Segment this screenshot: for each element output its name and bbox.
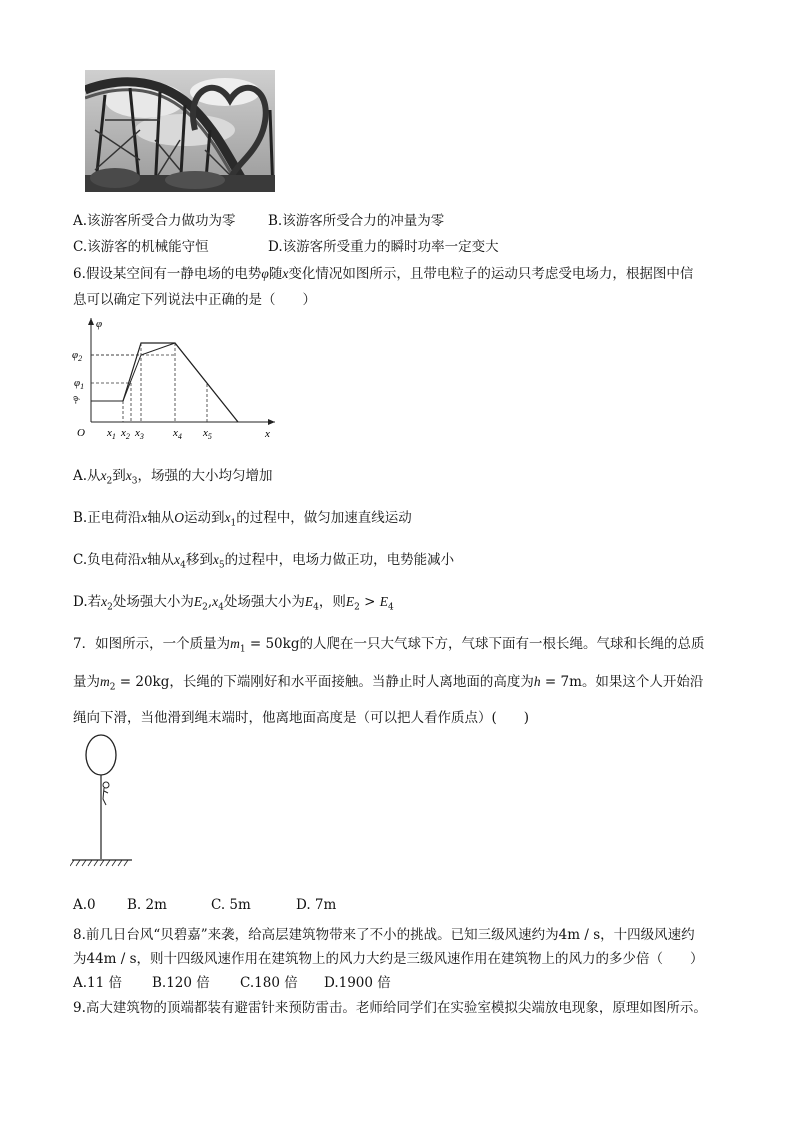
dashed-guides [91, 343, 207, 422]
person [103, 782, 109, 805]
q7-stem-line1: 7．如图所示，一个质量为$m_1 = 50kg$的人爬在一只大气球下方，气球下面有一根长绳。气球和长绳的总质 [73, 636, 705, 655]
q5-option-a[interactable]: A.该游客所受合力做功为零 [73, 213, 236, 229]
x-axis-arrow [268, 419, 275, 425]
origin-label: O [77, 427, 85, 439]
y-axis-label: φ [96, 318, 103, 330]
q7-option-c[interactable]: C. 5m [211, 897, 251, 913]
q8-option-c[interactable]: C.180 倍 [240, 975, 298, 991]
y-axis-arrow [88, 318, 94, 325]
q8-stem-line2: 为44m / s，则十四级风速作用在建筑物上的风力大约是三级风速作用在建筑物上的风力的多少倍（ ） [73, 951, 704, 967]
q7-stem-line2: 量为$m_2 = 20kg$，长绳的下端刚好和水平面接触。当静止时人离地面的高度为h = 7m。如果这个人开始沿 [73, 674, 704, 693]
q7-option-b[interactable]: B. 2m [127, 897, 167, 913]
q9-stem-line1: 9.高大建筑物的顶端都装有避雷针来预防雷击。老师给同学们在实验室模拟尖端放电现象，原理如图所示。 [73, 1000, 707, 1016]
q6-stem-line1: 6.假设某空间有一静电场的电势φ随x变化情况如图所示，且带电粒子的运动只考虑受电场力，根据图中信 [73, 266, 694, 282]
x4-label: $x_4$ [173, 427, 182, 441]
balloon [86, 735, 116, 775]
ground-hatch [70, 860, 128, 866]
x-axis-label: x [265, 428, 270, 440]
q6-option-a[interactable]: A.从$x_2$到$x_3$，场强的大小均匀增加 [73, 468, 273, 487]
balloon-figure [70, 733, 135, 873]
q7-option-a[interactable]: A.0 [73, 897, 96, 913]
x5-label: $x_5$ [203, 427, 212, 441]
q8-option-d[interactable]: D.1900 倍 [324, 975, 391, 991]
x2-label: $x_2$ [121, 427, 130, 441]
phi2-label: $\varphi_2$ [72, 349, 83, 363]
q7-stem-line3: 绳向下滑，当他滑到绳末端时，他离地面高度是（可以把人看作质点）( ) [73, 710, 530, 726]
neg-phi-label: -φ [70, 396, 80, 404]
potential-curve-main [123, 343, 238, 422]
x3-label: $x_3$ [135, 427, 144, 441]
phi1-label: $\varphi_1$ [74, 377, 85, 391]
q5-option-b[interactable]: B.该游客所受合力的冲量为零 [268, 213, 445, 229]
q8-option-a[interactable]: A.11 倍 [73, 975, 123, 991]
roller-coaster-photo [85, 70, 275, 192]
q5-option-d[interactable]: D.该游客所受重力的瞬时功率一定变大 [268, 239, 499, 255]
q8-stem-line1: 8.前几日台风“贝碧嘉”来袭，给高层建筑物带来了不小的挑战。已知三级风速约为4m / s，十四级风速约 [73, 927, 695, 943]
q6-stem-line2: 息可以确定下列说法中正确的是（ ） [73, 292, 316, 308]
potential-graph [60, 312, 285, 442]
x1-label: $x_1$ [107, 427, 116, 441]
q5-option-c[interactable]: C.该游客的机械能守恒 [73, 239, 209, 255]
q8-option-b[interactable]: B.120 倍 [152, 975, 210, 991]
q6-option-b[interactable]: B.正电荷沿x轴从O运动到$x_1$的过程中，做匀加速直线运动 [73, 510, 412, 529]
q7-option-d[interactable]: D. 7m [296, 897, 337, 913]
q6-option-d[interactable]: D.若$x_2$处场强大小为$E_2,x_4$处场强大小为$E_4$，则$E_2 > E_4$ [73, 594, 394, 613]
q6-option-c[interactable]: C.负电荷沿x轴从$x_4$移到$x_5$的过程中，电场力做正功，电势能减小 [73, 552, 455, 571]
